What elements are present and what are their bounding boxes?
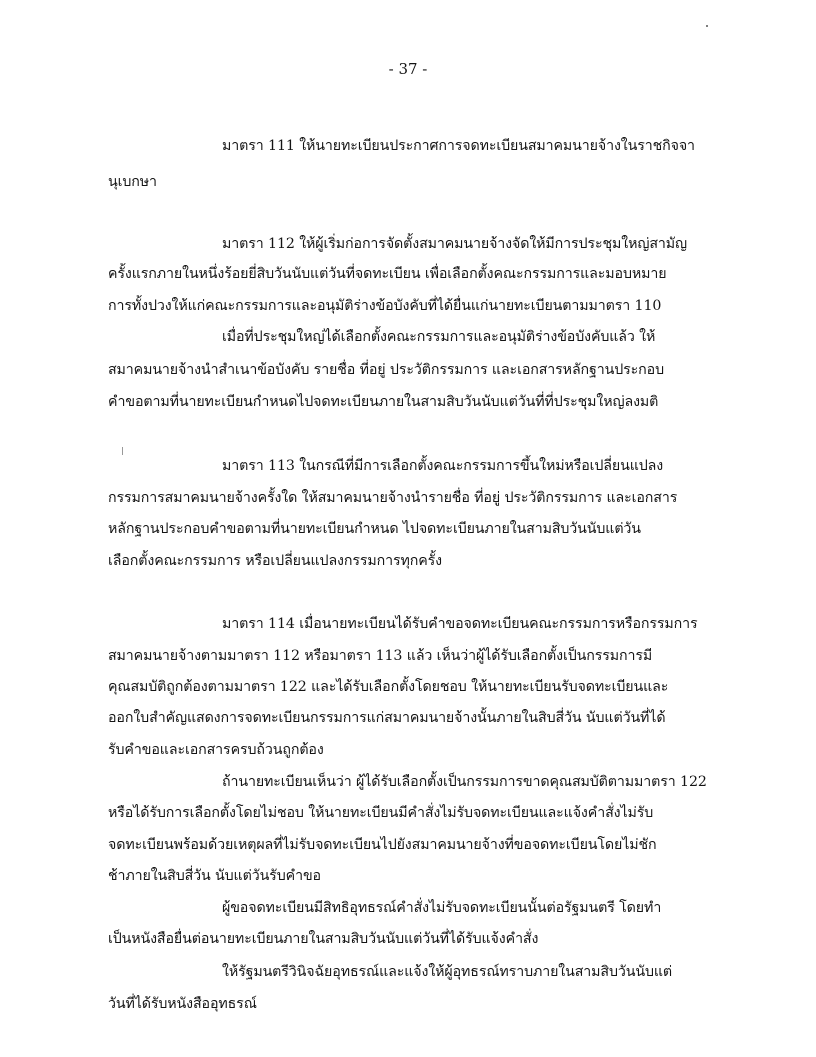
section-113-line-2: กรรมการสมาคมนายจ้างครั้งใด ให้สมาคมนายจ้างนำรายชื่อ ที่อยู่ ประวัติกรรมการ และเอกสาร bbox=[108, 490, 678, 506]
section-114-line-6: ถ้านายทะเบียนเห็นว่า ผู้ได้รับเลือกตั้งเป็นกรรมการขาดคุณสมบัติตามมาตรา 122 bbox=[222, 774, 707, 790]
section-111-line-2: นุเบกษา bbox=[108, 174, 157, 190]
section-112-line-4: เมื่อที่ประชุมใหญ่ได้เลือกตั้งคณะกรรมการและอนุมัติร่างข้อบังคับแล้ว ให้ bbox=[222, 329, 656, 345]
section-114-line-10: ผู้ขอจดทะเบียนมีสิทธิอุทธรณ์คำสั่งไม่รับจดทะเบียนนั้นต่อรัฐมนตรี โดยทำ bbox=[222, 900, 662, 916]
section-114-line-13: วันที่ได้รับหนังสืออุทธรณ์ bbox=[108, 996, 257, 1012]
section-114-line-3: คุณสมบัติถูกต้องตามมาตรา 122 และได้รับเลือกตั้งโดยชอบ ให้นายทะเบียนรับจดทะเบียนและ bbox=[108, 679, 669, 695]
section-112-line-3: การทั้งปวงให้แก่คณะกรรมการและอนุมัติร่างข้อบังคับที่ได้ยื่นแก่นายทะเบียนตามมาตรา 110 bbox=[108, 298, 662, 314]
section-112-line-2: ครั้งแรกภายในหนึ่งร้อยยี่สิบวันนับแต่วันที่จดทะเบียน เพื่อเลือกตั้งคณะกรรมการและมอบหมาย bbox=[108, 266, 667, 282]
section-113-line-4: เลือกตั้งคณะกรรมการ หรือเปลี่ยนแปลงกรรมการทุกครั้ง bbox=[108, 553, 443, 569]
scan-speck bbox=[706, 25, 708, 27]
section-114-line-11: เป็นหนังสือยื่นต่อนายทะเบียนภายในสามสิบวันนับแต่วันที่ได้รับแจ้งคำสั่ง bbox=[108, 931, 539, 947]
section-114-line-7: หรือได้รับการเลือกตั้งโดยไม่ชอบ ให้นายทะเบียนมีคำสั่งไม่รับจดทะเบียนและแจ้งคำสั่งไม่รับ bbox=[108, 805, 654, 821]
section-114-line-12: ให้รัฐมนตรีวินิจฉัยอุทธรณ์และแจ้งให้ผู้อุทธรณ์ทราบภายในสามสิบวันนับแต่ bbox=[222, 964, 673, 980]
section-114-line-9: ช้าภายในสิบสี่วัน นับแต่วันรับคำขอ bbox=[108, 868, 321, 884]
section-112-line-5: สมาคมนายจ้างนำสำเนาข้อบังคับ รายชื่อ ที่อยู่ ประวัติกรรมการ และเอกสารหลักฐานประกอบ bbox=[108, 362, 664, 378]
section-111-line-1: มาตรา 111 ให้นายทะเบียนประกาศการจดทะเบียนสมาคมนายจ้างในราชกิจจา bbox=[222, 138, 695, 154]
section-112-line-6: คำขอตามที่นายทะเบียนกำหนดไปจดทะเบียนภายในสามสิบวันนับแต่วันที่ที่ประชุมใหญ่ลงมติ bbox=[108, 394, 659, 410]
section-113-line-1: มาตรา 113 ในกรณีที่มีการเลือกตั้งคณะกรรมการขึ้นใหม่หรือเปลี่ยนแปลง bbox=[222, 458, 664, 474]
section-114-line-2: สมาคมนายจ้างตามมาตรา 112 หรือมาตรา 113 แล้ว เห็นว่าผู้ได้รับเลือกตั้งเป็นกรรมการมี bbox=[108, 648, 653, 664]
page-number: - 37 - bbox=[388, 60, 428, 78]
section-113-line-3: หลักฐานประกอบคำขอตามที่นายทะเบียนกำหนด ไปจดทะเบียนภายในสามสิบวันนับแต่วัน bbox=[108, 521, 641, 537]
section-114-line-4: ออกใบสำคัญแสดงการจดทะเบียนกรรมการแก่สมาคมนายจ้างนั้นภายในสิบสี่วัน นับแต่วันที่ได้ bbox=[108, 710, 666, 726]
scan-speck bbox=[122, 447, 123, 455]
section-114-line-5: รับคำขอและเอกสารครบถ้วนถูกต้อง bbox=[108, 742, 324, 758]
section-112-line-1: มาตรา 112 ให้ผู้เริ่มก่อการจัดตั้งสมาคมนายจ้างจัดให้มีการประชุมใหญ่สามัญ bbox=[222, 236, 687, 252]
section-114-line-1: มาตรา 114 เมื่อนายทะเบียนได้รับคำขอจดทะเบียนคณะกรรมการหรือกรรมการ bbox=[222, 616, 698, 632]
section-114-line-8: จดทะเบียนพร้อมด้วยเหตุผลที่ไม่รับจดทะเบียนไปยังสมาคมนายจ้างที่ขอจดทะเบียนโดยไม่ชัก bbox=[108, 837, 657, 853]
